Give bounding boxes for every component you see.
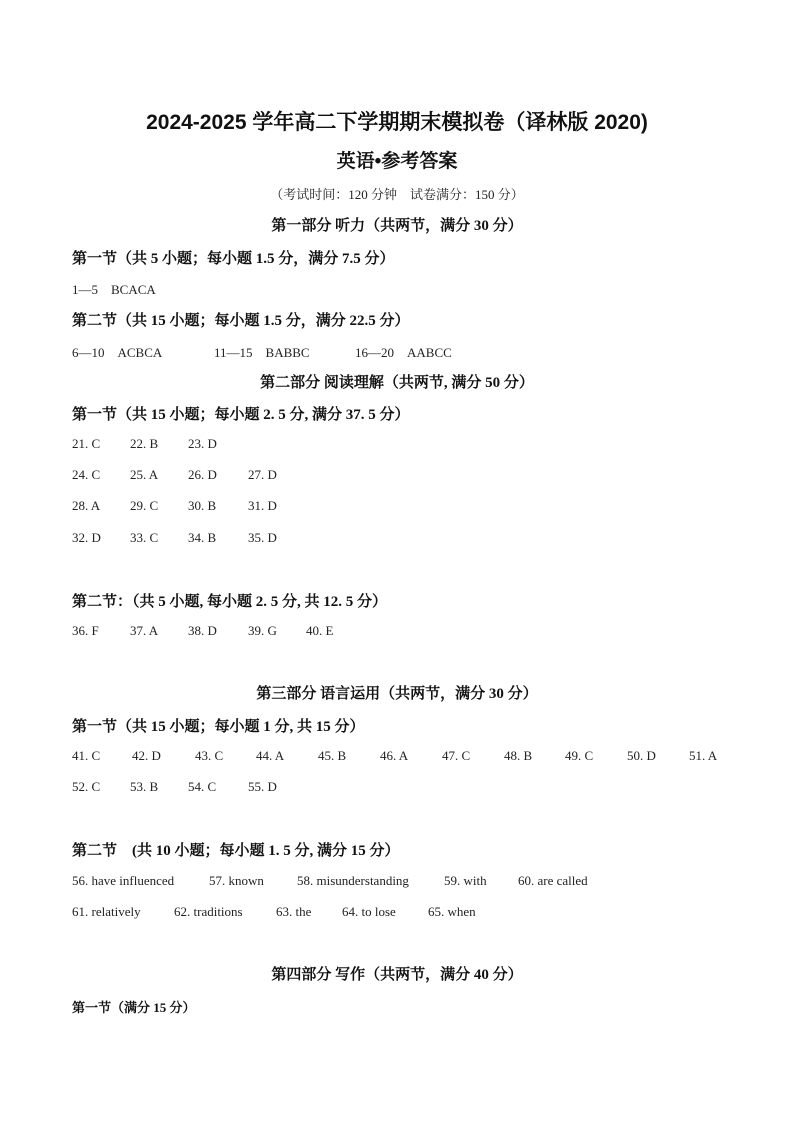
answer-item: 59. with — [444, 873, 487, 888]
answer-item: 57. known — [209, 873, 264, 888]
answer-item: 21. C — [72, 436, 101, 451]
answer-group: 11—15 BABBC — [214, 345, 310, 360]
answer-item: 39. G — [248, 623, 277, 638]
answer-item: 47. C — [442, 748, 471, 763]
page-subtitle: 英语•参考答案 — [336, 151, 458, 172]
answer-item: 23. D — [188, 436, 217, 451]
answer-item: 27. D — [248, 467, 277, 482]
part2-sec2-heading: 第二节：（共 5 小题, 每小题 2. 5 分, 共 12. 5 分） — [72, 594, 388, 610]
answer-item: 64. to lose — [342, 904, 396, 919]
answer-item: 34. B — [188, 530, 217, 545]
part4-heading: 第四部分 写作（共两节，满分 40 分） — [271, 967, 523, 983]
answer-item: 45. B — [318, 748, 347, 763]
answer-item: 43. C — [195, 748, 224, 763]
page-title: 2024-2025 学年高二下学期期末模拟卷（译林版 2020) — [146, 111, 648, 134]
answer-item: 44. A — [256, 748, 285, 763]
answer-item: 22. B — [130, 436, 159, 451]
answer-item: 60. are called — [518, 873, 588, 888]
part3-heading: 第三部分 语言运用（共两节，满分 30 分） — [256, 686, 538, 702]
answer-item: 24. C — [72, 467, 101, 482]
answer-item: 29. C — [130, 498, 159, 513]
part1-sec1-heading: 第一节（共 5 小题；每小题 1.5 分，满分 7.5 分） — [72, 251, 395, 267]
answer-item: 56. have influenced — [72, 873, 175, 888]
answer-item: 36. F — [72, 623, 99, 638]
answer-item: 62. traditions — [174, 904, 243, 919]
answer-item: 53. B — [130, 779, 159, 794]
answer-item: 41. C — [72, 748, 101, 763]
part2-sec1-heading: 第一节（共 15 小题；每小题 2. 5 分, 满分 37. 5 分） — [72, 407, 410, 423]
exam-info: （考试时间：120 分钟 试卷满分：150 分） — [270, 187, 524, 202]
answer-item: 32. D — [72, 530, 101, 545]
answer-item: 28. A — [72, 498, 101, 513]
answer-item: 58. misunderstanding — [297, 873, 409, 888]
answer-item: 38. D — [188, 623, 217, 638]
answer-group: 6—10 ACBCA — [72, 345, 163, 360]
answer-item: 51. A — [689, 748, 718, 763]
answer-item: 61. relatively — [72, 904, 141, 919]
part4-sec1-heading: 第一节（满分 15 分） — [72, 1000, 196, 1015]
answer-item: 31. D — [248, 498, 277, 513]
part1-sec2-heading: 第二节（共 15 小题；每小题 1.5 分，满分 22.5 分） — [72, 313, 410, 329]
answer-item: 26. D — [188, 467, 217, 482]
answer-item: 40. E — [306, 623, 334, 638]
answer-item: 30. B — [188, 498, 217, 513]
answer-item: 65. when — [428, 904, 476, 919]
answer-item: 33. C — [130, 530, 159, 545]
answer-item: 63. the — [276, 904, 312, 919]
answer-item: 49. C — [565, 748, 594, 763]
answer-item: 46. A — [380, 748, 409, 763]
answer-item: 37. A — [130, 623, 159, 638]
answer-group: 1—5 BCACA — [72, 282, 156, 297]
answer-item: 35. D — [248, 530, 277, 545]
part2-heading: 第二部分 阅读理解（共两节, 满分 50 分） — [260, 375, 534, 391]
answer-item: 48. B — [504, 748, 533, 763]
part3-sec2-heading: 第二节 (共 10 小题；每小题 1. 5 分, 满分 15 分） — [72, 843, 400, 859]
part1-heading: 第一部分 听力（共两节，满分 30 分） — [271, 218, 523, 234]
answer-item: 42. D — [132, 748, 161, 763]
part3-sec1-heading: 第一节（共 15 小题；每小题 1 分, 共 15 分） — [72, 719, 365, 735]
answer-item: 50. D — [627, 748, 656, 763]
answer-group: 16—20 AABCC — [355, 345, 452, 360]
answer-item: 25. A — [130, 467, 159, 482]
answer-item: 55. D — [248, 779, 277, 794]
answer-item: 52. C — [72, 779, 101, 794]
answer-item: 54. C — [188, 779, 217, 794]
